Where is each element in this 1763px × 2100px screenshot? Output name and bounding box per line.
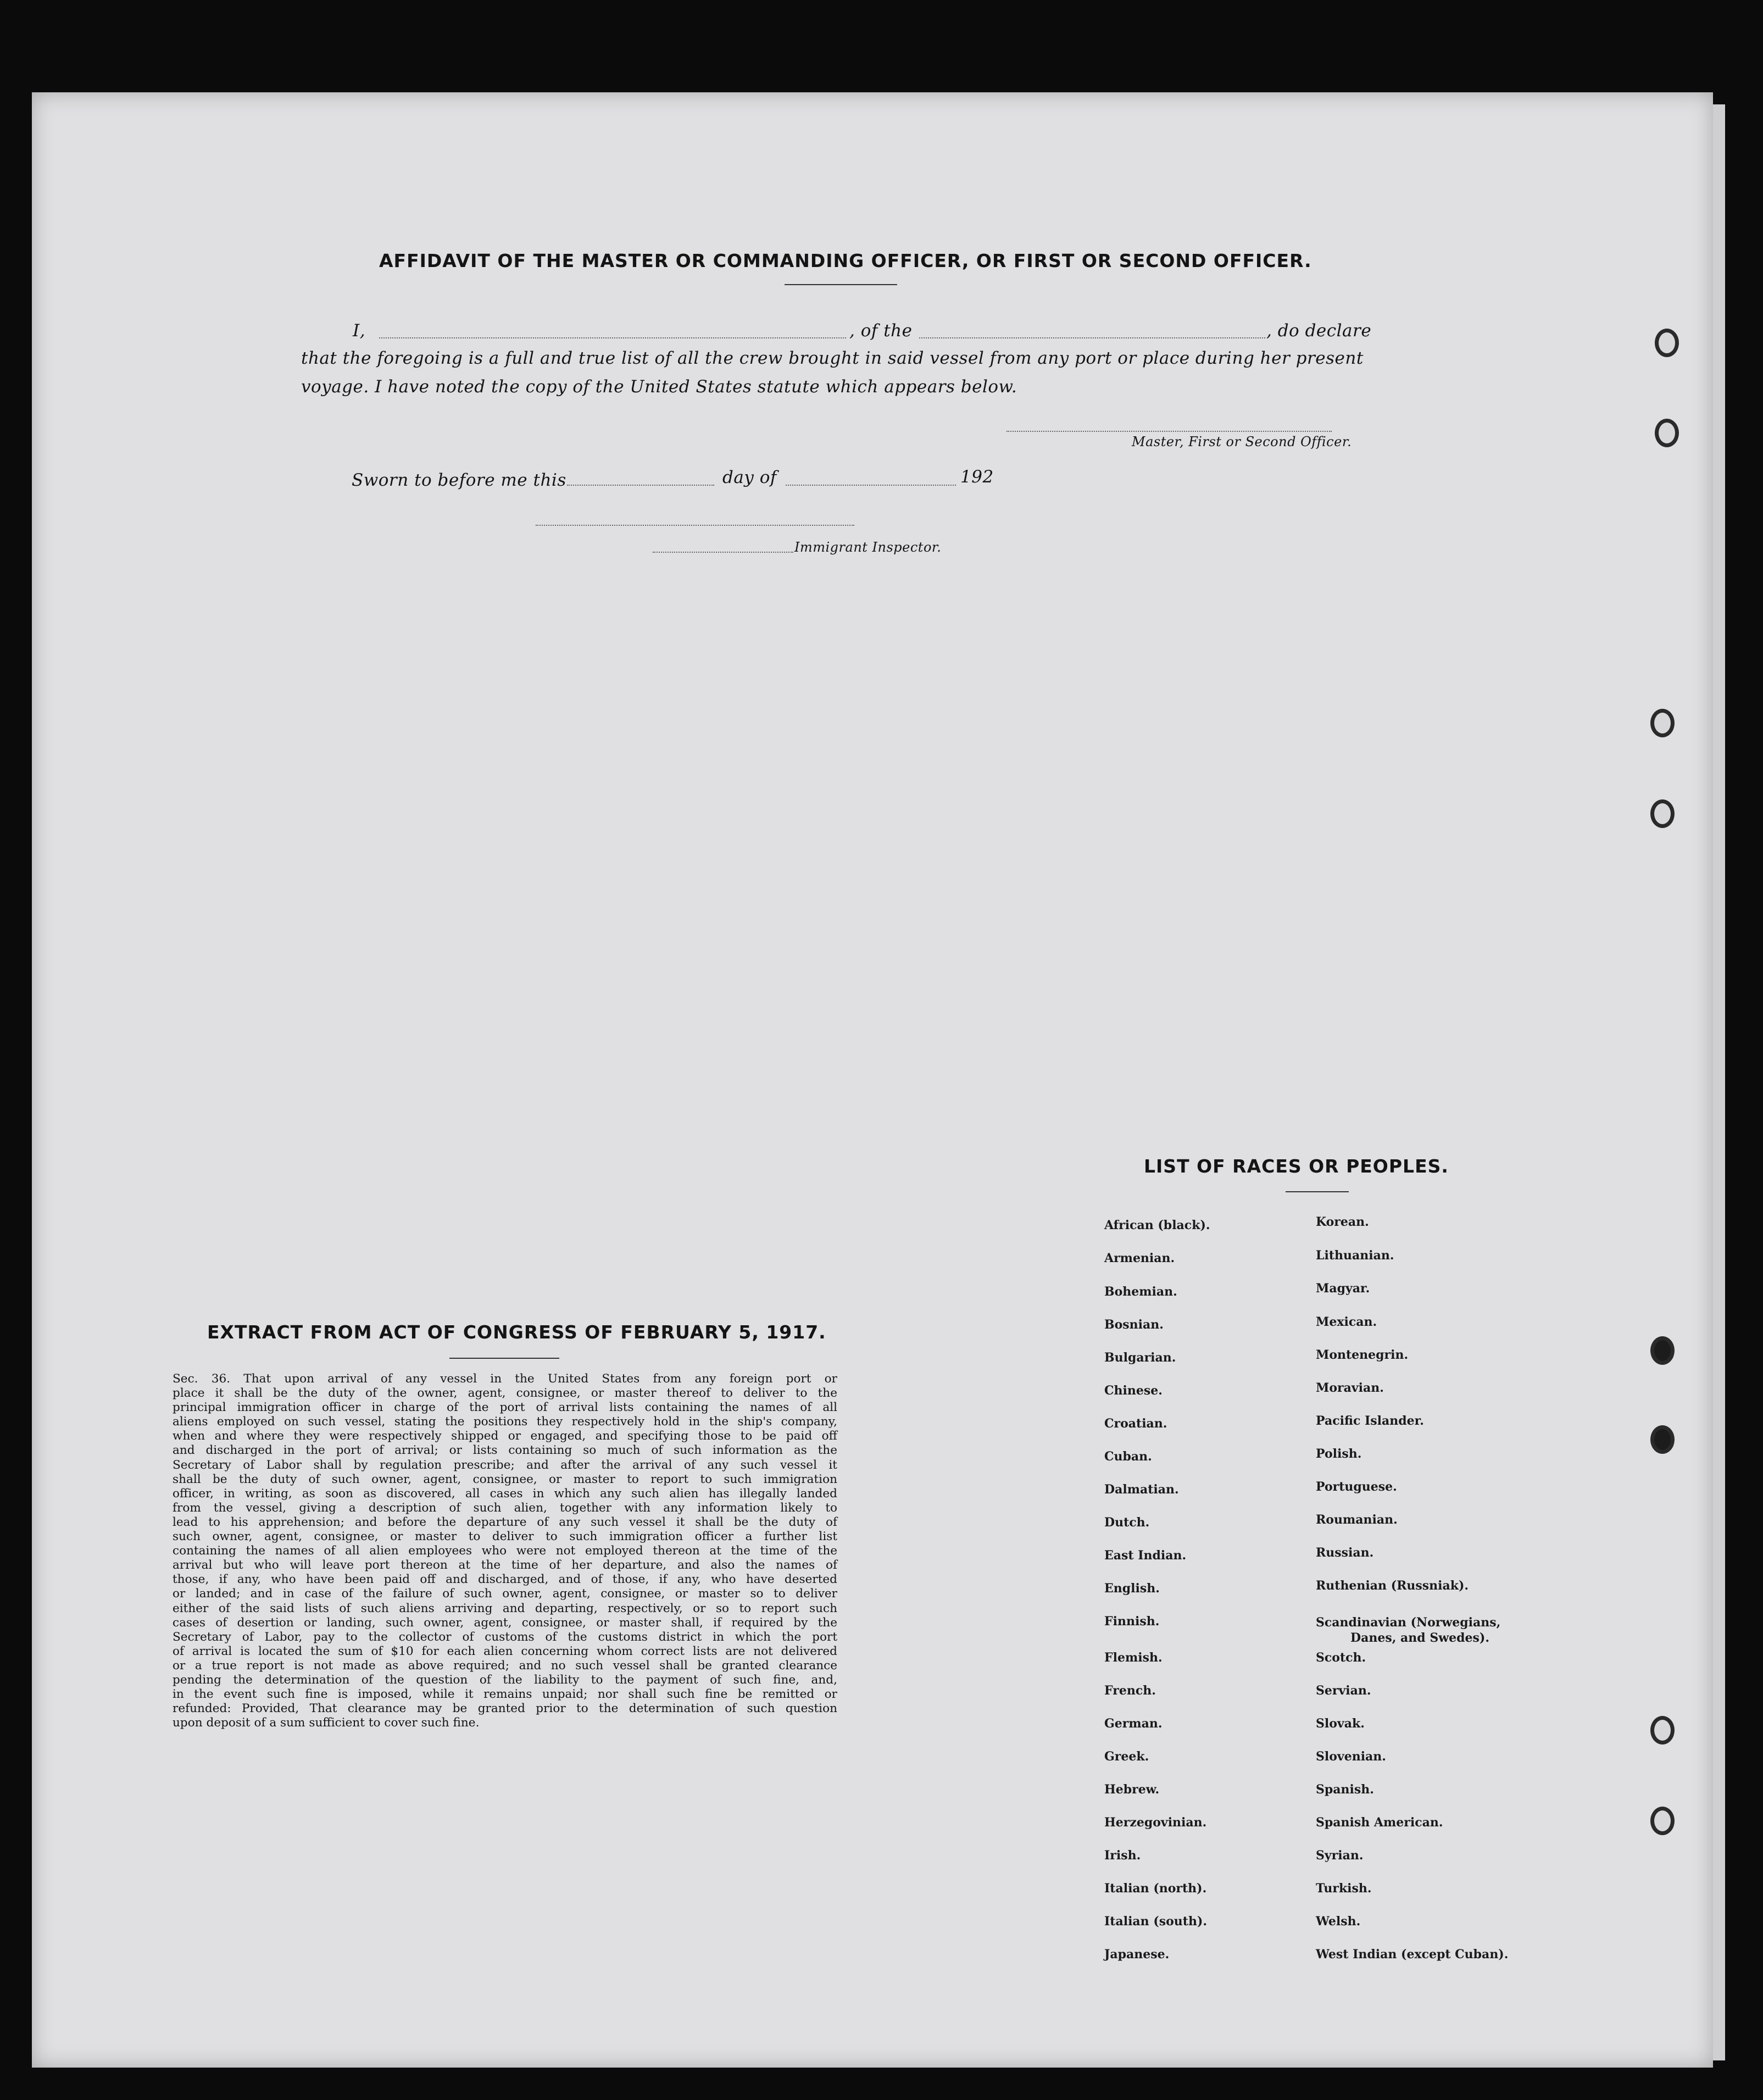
statute-line: lead to his apprehension; and before the departure of any such vessel it shall be the duty of <box>173 1515 837 1529</box>
race-item: Turkish. <box>1316 1881 1372 1896</box>
race-item: Moravian. <box>1316 1381 1384 1395</box>
race-item: Portuguese. <box>1316 1480 1397 1494</box>
race-item: Ruthenian (Russniak). <box>1316 1579 1469 1593</box>
race-item: Scandinavian (Norwegians, <box>1316 1615 1501 1630</box>
declaration-line-3: voyage. I have noted the copy of the United States statute which appears below. <box>301 377 1017 397</box>
statute-line: or a true report is not made as above required; and no such vessel shall be granted clearance <box>173 1658 837 1673</box>
statute-line: Sec. 36. That upon arrival of any vessel in the United States from any foreign port or <box>173 1372 837 1386</box>
statute-line: upon deposit of a sum sufficient to cover such fine. <box>173 1716 480 1730</box>
binder-hole <box>1650 799 1675 828</box>
statute-line: from the vessel, giving a description of such alien, together with any information likely to <box>173 1501 837 1515</box>
race-item: Bulgarian. <box>1104 1351 1176 1365</box>
inspector-name-field[interactable] <box>653 552 793 553</box>
race-item: African (black). <box>1104 1218 1210 1232</box>
statute-line: shall be the duty of such owner, agent, consignee, or master to report to such immigration <box>173 1472 837 1486</box>
race-item: Cuban. <box>1104 1449 1152 1464</box>
race-item: Slovak. <box>1316 1716 1365 1731</box>
race-item: Dalmatian. <box>1104 1482 1179 1497</box>
race-item: East Indian. <box>1104 1548 1187 1563</box>
race-item: Scotch. <box>1316 1651 1366 1665</box>
statute-line: place it shall be the duty of the owner, agent, consignee, or master thereof to deliver to the <box>173 1386 837 1401</box>
statute-line: containing the names of all alien employees who were not employed thereon at the time of the <box>173 1544 837 1558</box>
race-item: Russian. <box>1316 1546 1374 1560</box>
statute-line: Secretary of Labor, pay to the collector of customs of the customs district in which the port <box>173 1630 837 1644</box>
race-item: Polish. <box>1316 1447 1362 1461</box>
race-item: Chinese. <box>1104 1384 1163 1398</box>
races-title: LIST OF RACES OR PEOPLES. <box>1144 1155 1449 1177</box>
statute-line: or landed; and in case of the failure of such owner, agent, consignee, or master so to deliver <box>173 1587 837 1601</box>
inspector-caption: Immigrant Inspector. <box>794 540 942 555</box>
declarant-prefix: I, <box>353 321 366 341</box>
race-item: Finnish. <box>1104 1614 1160 1629</box>
binder-hole <box>1655 329 1679 357</box>
sworn-prefix: Sworn to before me this <box>352 470 566 490</box>
race-item: Hebrew. <box>1104 1782 1160 1797</box>
race-item: Korean. <box>1316 1215 1369 1229</box>
officer-signature-field[interactable] <box>1006 431 1332 432</box>
races-title-underline <box>1286 1191 1349 1192</box>
race-item: Spanish. <box>1316 1782 1374 1797</box>
race-item: Italian (south). <box>1104 1914 1208 1929</box>
statute-line: cases of desertion or landing, such owner, agent, consignee, or master shall, if required by the <box>173 1615 837 1630</box>
race-item: Irish. <box>1104 1848 1141 1863</box>
binder-hole <box>1650 1716 1675 1745</box>
vessel-name-field[interactable] <box>919 337 1265 338</box>
binder-hole <box>1650 1336 1675 1365</box>
race-item: German. <box>1104 1716 1163 1731</box>
race-item: Spanish American. <box>1316 1815 1443 1830</box>
race-item: Pacific Islander. <box>1316 1414 1424 1428</box>
race-item: Bosnian. <box>1104 1318 1164 1332</box>
statute-line: when and where they were respectively shipped or engaged, and specifying those to be paid off <box>173 1429 837 1443</box>
race-item: West Indian (except Cuban). <box>1316 1947 1509 1962</box>
race-item: Dutch. <box>1104 1515 1150 1530</box>
binder-hole <box>1650 1425 1675 1454</box>
statute-line: officer, in writing, as soon as discovered, all cases in which any such alien has illegally landed <box>173 1486 837 1501</box>
statute-line: and discharged in the port of arrival; or lists containing so much of such information as the <box>173 1443 837 1458</box>
sworn-month-field[interactable] <box>786 485 956 486</box>
race-item: Japanese. <box>1104 1947 1170 1962</box>
race-item-continuation: Danes, and Swedes). <box>1350 1631 1489 1645</box>
race-item: Italian (north). <box>1104 1881 1207 1896</box>
race-item: English. <box>1104 1581 1160 1596</box>
statute-line: either of the said lists of such aliens arriving and departing, respectively, or so to report such <box>173 1601 837 1615</box>
declarant-name-field[interactable] <box>379 337 846 338</box>
statute-line: pending the determination of the question of the liability to the payment of such fine, and, <box>173 1673 837 1687</box>
race-item: Welsh. <box>1316 1914 1361 1929</box>
statute-line: in the event such fine is imposed, while it remains unpaid; nor shall such fine be remitted or <box>173 1687 837 1702</box>
affidavit-title: AFFIDAVIT OF THE MASTER OR COMMANDING OFFICER, OR FIRST OR SECOND OFFICER. <box>379 250 1312 271</box>
race-item: Bohemian. <box>1104 1285 1177 1299</box>
race-item: Montenegrin. <box>1316 1348 1409 1362</box>
binder-hole <box>1650 709 1675 737</box>
race-item: Greek. <box>1104 1749 1149 1764</box>
race-item: Roumanian. <box>1316 1513 1398 1527</box>
extract-title-underline <box>449 1358 559 1359</box>
title-underline <box>785 284 897 285</box>
race-item: Lithuanian. <box>1316 1248 1394 1263</box>
statute-line: aliens employed on such vessel, stating the positions they respectively hold in the ship's company, <box>173 1415 837 1429</box>
race-item: Mexican. <box>1316 1315 1377 1329</box>
sworn-day-field[interactable] <box>567 485 714 486</box>
race-item: French. <box>1104 1684 1156 1698</box>
binder-hole <box>1650 1807 1675 1835</box>
statute-line: principal immigration officer in charge of the port of arrival lists containing the names of all <box>173 1401 837 1415</box>
statute-line: arrival but who will leave port thereon at the time of her departure, and also the names of <box>173 1558 837 1573</box>
statute-line: of arrival is located the sum of $10 for each alien concerning whom correct lists are not delivered <box>173 1644 837 1658</box>
day-of-text: day of <box>722 468 777 487</box>
race-item: Servian. <box>1316 1684 1371 1698</box>
race-item: Armenian. <box>1104 1251 1175 1265</box>
signature-caption: Master, First or Second Officer. <box>1132 434 1352 449</box>
race-item: Croatian. <box>1104 1416 1167 1431</box>
binder-hole <box>1655 419 1679 447</box>
race-item: Syrian. <box>1316 1848 1364 1863</box>
race-item: Herzegovinian. <box>1104 1815 1207 1830</box>
statute-line: refunded: Provided, That clearance may be granted prior to the determination of such question <box>173 1702 837 1716</box>
race-item: Slovenian. <box>1316 1749 1386 1764</box>
year-prefix: 192 <box>960 467 994 487</box>
extract-title: EXTRACT FROM ACT OF CONGRESS OF FEBRUARY 5, 1917. <box>207 1321 826 1343</box>
inspector-signature-field[interactable] <box>536 525 854 526</box>
race-item: Flemish. <box>1104 1651 1163 1665</box>
statute-line: those, if any, who have been paid off and discharged, and of those, if any, who have deserted <box>173 1573 837 1587</box>
declaration-line-2: that the foregoing is a full and true list of all the crew brought in said vessel from any port or place during her present <box>301 348 1364 368</box>
statute-line: Secretary of Labor shall by regulation prescribe; and after the arrival of any such vessel it <box>173 1458 837 1472</box>
do-declare-text: , do declare <box>1266 321 1372 341</box>
of-the-text: , of the <box>849 321 913 341</box>
statute-line: such owner, agent, consignee, or master to deliver to such immigration officer a further list <box>173 1530 837 1544</box>
race-item: Magyar. <box>1316 1281 1370 1296</box>
statute-extract-text <box>173 1372 837 1730</box>
